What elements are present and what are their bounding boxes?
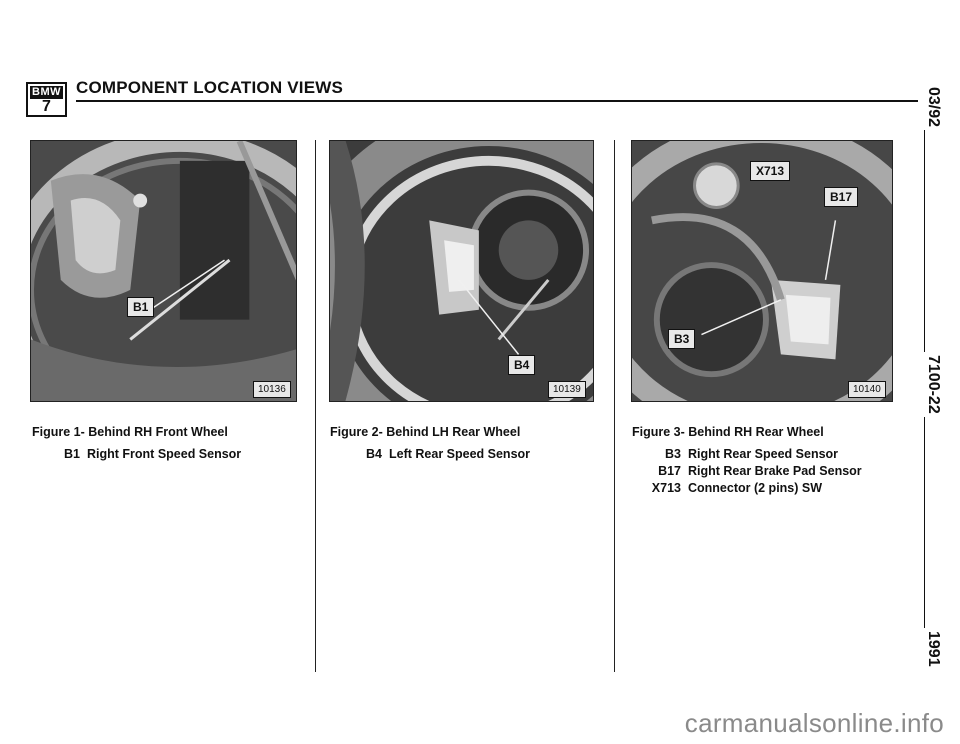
legend-text: Right Front Speed Sensor (87, 447, 242, 461)
legend-code: B17 (658, 464, 681, 478)
wheel-hub-image (31, 141, 296, 401)
legend-item (60, 446, 241, 463)
logo-series: 7 (42, 98, 51, 115)
figure-3-caption: Figure 3- Behind RH Rear Wheel (632, 425, 824, 439)
callout-b3: B3 (668, 329, 695, 349)
legend-item (641, 446, 862, 463)
photo-id-label: 10140 (848, 381, 886, 398)
legend-text: Right Rear Speed Sensor (688, 447, 839, 461)
side-section-number: 7100-22 (922, 352, 942, 417)
wheel-hub-image (330, 141, 593, 401)
figure-1-legend (60, 446, 241, 463)
photo-id-label: 10139 (548, 381, 586, 398)
bmw-logo (26, 82, 67, 117)
figure-2-caption: Figure 2- Behind LH Rear Wheel (330, 425, 521, 439)
legend-item (641, 463, 862, 480)
legend-text: Right Rear Brake Pad Sensor (688, 464, 862, 478)
column-divider-2 (614, 140, 615, 672)
photo-id-label: 10136 (253, 381, 291, 398)
logo-brand: BMW (32, 86, 61, 98)
legend-item (362, 446, 530, 463)
side-year: 1991 (922, 628, 942, 670)
legend-code: B1 (64, 447, 80, 461)
figure-3-legend (641, 446, 862, 497)
figure-1-caption: Figure 1- Behind RH Front Wheel (32, 425, 228, 439)
legend-item (641, 480, 862, 497)
legend-code: B3 (665, 447, 681, 461)
legend-text: Connector (2 pins) SW (688, 481, 823, 495)
callout-x713: X713 (750, 161, 790, 181)
page-title: COMPONENT LOCATION VIEWS (76, 78, 344, 97)
callout-b17: B17 (824, 187, 858, 207)
header-divider (76, 100, 918, 102)
figure-3-photo (631, 140, 893, 402)
callout-b4: B4 (508, 355, 535, 375)
column-divider-1 (315, 140, 316, 672)
legend-code: B4 (366, 447, 382, 461)
callout-b1: B1 (127, 297, 154, 317)
legend-code: X713 (651, 481, 681, 495)
side-date: 03/92 (922, 84, 942, 130)
figure-2-legend (362, 446, 530, 463)
legend-text: Left Rear Speed Sensor (389, 447, 531, 461)
figure-1-photo (30, 140, 297, 402)
figure-2-photo (329, 140, 594, 402)
watermark: carmanualsonline.info (684, 708, 944, 738)
